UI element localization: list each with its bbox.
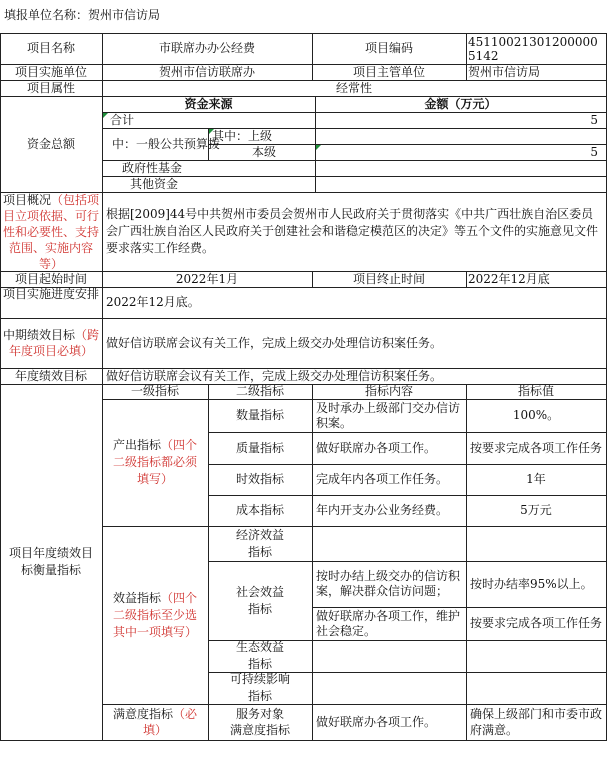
start-time-value: 2022年1月 [175, 271, 239, 286]
satisfaction-label-note: （必填） [142, 707, 198, 737]
benefit-label-main: 效益指标 [112, 590, 161, 605]
satisfaction-value: 确保上级部门和市委市政府满意。 [470, 707, 603, 737]
col-level2-header: 二级指标 [235, 384, 284, 398]
output-label-main: 产出指标 [112, 438, 161, 452]
satisfaction-content: 做好联席办各项工作。 [316, 714, 437, 729]
overview-label [0, 192, 102, 271]
output-level2-quantity: 数量指标 [235, 408, 284, 422]
output-content-quality: 做好联席办各项工作。 [316, 440, 437, 455]
project-attribute-value: 经常性 [335, 80, 372, 95]
funds-source-header: 资金来源 [184, 96, 233, 111]
overview-text: 根据[2009]44号中共贺州市委员会贺州市人民政府关于贯彻落实《中共广西壮族自治区委员会广西壮族自治区人民政府关于创建社会和谐稳定模范区的决定》等五个文件的实施意见文件要求落实工作经费。 [106, 207, 599, 255]
col-level1-header: 一级指标 [130, 384, 179, 398]
project-code-value: 451100213012000005142 [468, 34, 598, 63]
midterm-label-note: （跨年度项目必填） [8, 328, 100, 358]
output-value-cost: 5万元 [520, 503, 552, 517]
benefit-social-value-2: 按要求完成各项工作任务 [470, 616, 603, 630]
output-content-quantity: 及时承办上级部门交办信访积案。 [316, 400, 461, 430]
output-value-quantity: 100%。 [512, 408, 560, 422]
col-value-header: 指标值 [517, 384, 554, 398]
benefit-sustainable: 可持续影响指标 [229, 672, 290, 703]
output-content-timeliness: 完成年内各项工作任务。 [316, 472, 449, 486]
benefit-social-content-1: 按时办结上级交办的信访积案，解决群众信访问题； [316, 569, 461, 598]
project-attribute-label: 项目属性 [26, 80, 75, 95]
benefit-economic: 经济效益 指标 [235, 527, 309, 559]
benefit-social-content-2: 做好联席办各项工作，维护社会稳定。 [316, 608, 461, 638]
benefit-ecological: 生态效益 指标 [235, 640, 309, 671]
local-funds-value: 5 [590, 144, 598, 159]
benefit-social: 社会效益 指标 [235, 584, 309, 616]
end-time-value: 2022年12月底 [468, 271, 550, 286]
supervising-unit-label: 项目主管单位 [352, 64, 425, 79]
project-code-label: 项目编码 [364, 41, 413, 55]
supervising-unit-value: 贺州市信访局 [468, 64, 541, 79]
end-time-label: 项目终止时间 [352, 271, 425, 286]
project-name-label: 项目名称 [26, 41, 75, 55]
funds-amount-header: 金额（万元） [424, 96, 497, 111]
indicators-label: 项目年度绩效目标衡量指标 [8, 546, 93, 577]
comment-marker [209, 129, 214, 134]
benefit-social-value-1: 按时办结率95%以上。 [470, 576, 593, 591]
satisfaction-level2: 服务对象 满意度指标 [229, 707, 309, 737]
report-unit: 填报单位名称：贺州市信访局 [4, 8, 161, 22]
funds-total-label: 资金总额 [26, 136, 75, 151]
satisfaction-label-main: 满意度指标 [112, 707, 173, 721]
impl-unit-value: 贺州市信访联席办 [158, 64, 255, 79]
output-content-cost: 年内开支办公业务经费。 [316, 503, 449, 517]
annual-value: 做好信访联席会议有关工作，完成上级交办处理信访积案任务。 [106, 368, 443, 383]
impl-unit-label: 项目实施单位 [14, 64, 87, 79]
general-budget-label: 中：一般公共预算拨 [111, 136, 220, 151]
output-level2-timeliness: 时效指标 [235, 472, 284, 486]
output-value-quality: 按要求完成各项工作任务 [469, 440, 602, 455]
satisfaction-indicator-label [102, 704, 208, 740]
gov-fund-label: 政府性基金 [122, 160, 183, 175]
annual-label: 年度绩效目标 [14, 368, 87, 383]
project-name-value: 市联席办办公经费 [158, 41, 255, 55]
start-time-label: 项目起始时间 [14, 271, 87, 286]
output-level2-quality: 质量指标 [235, 440, 284, 455]
output-indicator-label [102, 399, 208, 526]
midterm-label-main: 中期绩效目标 [2, 328, 75, 342]
midterm-value: 做好信访联席会议有关工作，完成上级交办处理信访积案任务。 [106, 335, 443, 350]
overview-label-note: （包括项目立项依据、可行性和必要性、支持范围、实施内容等） [2, 192, 100, 271]
col-content-header: 指标内容 [364, 384, 413, 398]
benefit-indicator-label [102, 526, 208, 704]
output-label-note: （四个二级指标都必须填写） [112, 438, 198, 486]
progress-value: 2022年12月底。 [106, 295, 200, 309]
midterm-label [0, 318, 102, 368]
overview-label-main: 项目概况 [2, 192, 51, 207]
other-funds-label: 其他资金 [130, 176, 179, 191]
output-level2-cost: 成本指标 [235, 503, 284, 517]
funds-total-value: 5 [590, 112, 598, 127]
local-funds-label: 本级 [252, 144, 277, 159]
funds-total-row-label: 合计 [110, 112, 135, 127]
output-value-timeliness: 1年 [526, 472, 546, 486]
superior-funds-label: 其中：上级 [212, 128, 273, 143]
progress-label: 项目实施进度安排 [2, 287, 99, 301]
comment-marker [103, 113, 108, 118]
comment-marker [316, 145, 321, 150]
benefit-label-note: （四个二级指标至少选其中一项填写） [112, 590, 198, 639]
